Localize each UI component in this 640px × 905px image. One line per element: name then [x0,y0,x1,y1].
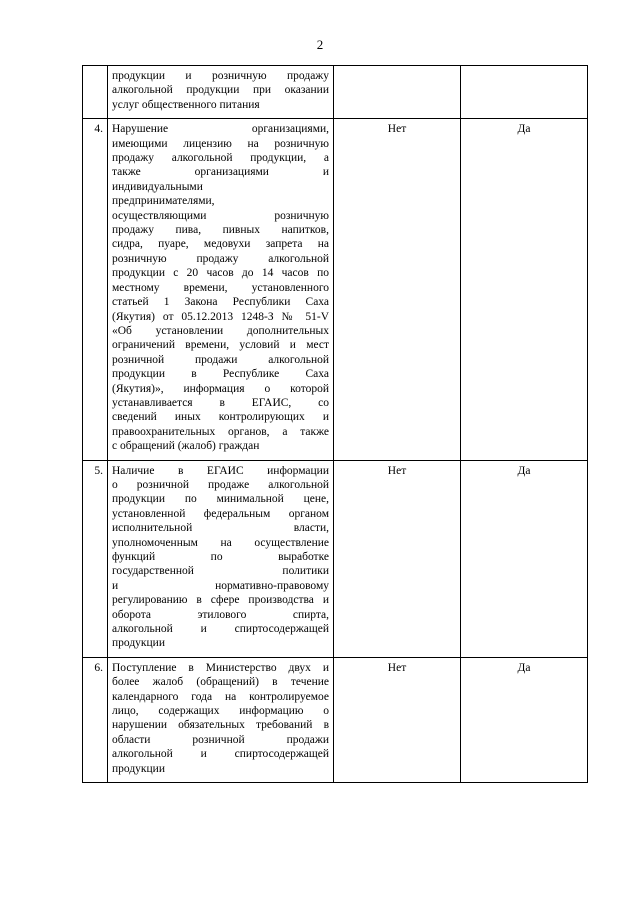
criterion-text-line: осуществляющими розничную [112,209,329,222]
criterion-text-line: нарушении обязательных требований в [112,719,329,732]
criterion-text-line: алкогольной и спиртосодержащей [112,748,329,761]
criterion-text-line: продукции [112,637,165,650]
criterion-text-line: местному времени, установленного [112,281,329,294]
criterion-text-line: функций по выработке [112,551,329,563]
criterion-text-line: оборота этилового спирта, [112,608,329,621]
criterion-text-line: более жалоб (обращений) в течение [112,676,329,689]
criterion-text-line: регулированию в сфере производства и [112,594,329,607]
criterion-text-line: (Якутия)», информация о которой [112,382,329,395]
criterion-text-line: розничную продажу алкогольной [112,252,329,265]
criterion-text-line: предпринимателями, [112,195,215,208]
criterion-text-line: продукции в Республике Саха [112,368,329,381]
criterion-text-line: области розничной продажи [112,733,329,746]
criterion-text-line: с обращений (жалоб) граждан [112,440,260,453]
criterion-text-line: ограничений времени, условий и мест [112,339,329,352]
row-number [83,66,108,119]
criterion-text-line: продукции с 20 часов до 14 часов по [112,267,329,280]
criterion-text-line: (Якутия) от 05.12.2013 1248-З № 51-V [112,310,329,323]
criterion-text-line: лицо, содержащих информацию о [112,705,329,718]
criterion-text-line: и нормативно-правовому [112,579,329,592]
criteria-table [82,65,588,783]
table-row [83,460,588,657]
criterion-text-line: продажу алкогольной продукции, а [112,152,329,165]
criterion-text-line: установленной федеральным органом [112,507,329,520]
criterion-text-line: алкогольной и спиртосодержащей [112,623,329,636]
answer-yes [461,66,588,119]
table-row [83,119,588,460]
answer-yes: Да [461,460,588,657]
criterion-text-line: имеющими лицензию на розничную [112,137,329,150]
row-number: 5. [83,460,108,657]
criterion-text-line: календарного года на контролируемое [112,690,329,703]
criterion-text-line: продажу пива, пивных напитков, [112,224,329,237]
criterion-text-line: продукции [112,762,165,775]
criterion-text-line: розничной продажи алкогольной [112,353,329,366]
criterion-text-line: продукции и розничную продажу [112,70,329,82]
criterion-text [108,66,334,119]
criterion-text-line: Поступление в Министерство двух и [112,661,329,674]
answer-yes: Да [461,657,588,782]
answer-no: Нет [334,119,461,460]
table-row [83,66,588,119]
row-number: 4. [83,119,108,460]
criterion-text-line: «Об установлении дополнительных [112,324,329,337]
criterion-text-line: алкогольной продукции при оказании [112,84,329,97]
row-number: 6. [83,657,108,782]
criterion-text-line: о розничной продаже алкогольной [112,478,329,491]
criterion-text-line: сидра, пуаре, медовухи запрета на [112,238,329,251]
criterion-text-line: уполномоченным на осуществление [112,536,329,549]
criterion-text-line: исполнительной власти, [112,522,329,535]
criterion-text-line: государственной политики [112,565,329,578]
criterion-text-line: сведений иных контролирующих и [112,411,329,424]
answer-no [334,66,461,119]
answer-no: Нет [334,460,461,657]
criterion-text-line: правоохранительных органов, а также [112,425,329,438]
criterion-text [108,119,334,460]
answer-no: Нет [334,657,461,782]
criterion-text [108,460,334,657]
criterion-text-line: услуг общественного питания [112,98,260,111]
criterion-text-line: Наличие в ЕГАИС информации [112,464,329,477]
table-body [83,66,588,783]
table-row [83,657,588,782]
page-number: 2 [316,37,324,52]
criterion-text-line: Нарушение организациями, [112,123,329,136]
criterion-text-line: также организациями и [112,166,329,179]
criterion-text-line: индивидуальными [112,180,203,193]
answer-yes: Да [461,119,588,460]
criterion-text [108,657,334,782]
criterion-text-line: статьей 1 Закона Республики Саха [112,296,329,309]
criterion-text-line: продукции по минимальной цене, [112,493,329,506]
criterion-text-line: устанавливается в ЕГАИС, со [112,396,329,409]
